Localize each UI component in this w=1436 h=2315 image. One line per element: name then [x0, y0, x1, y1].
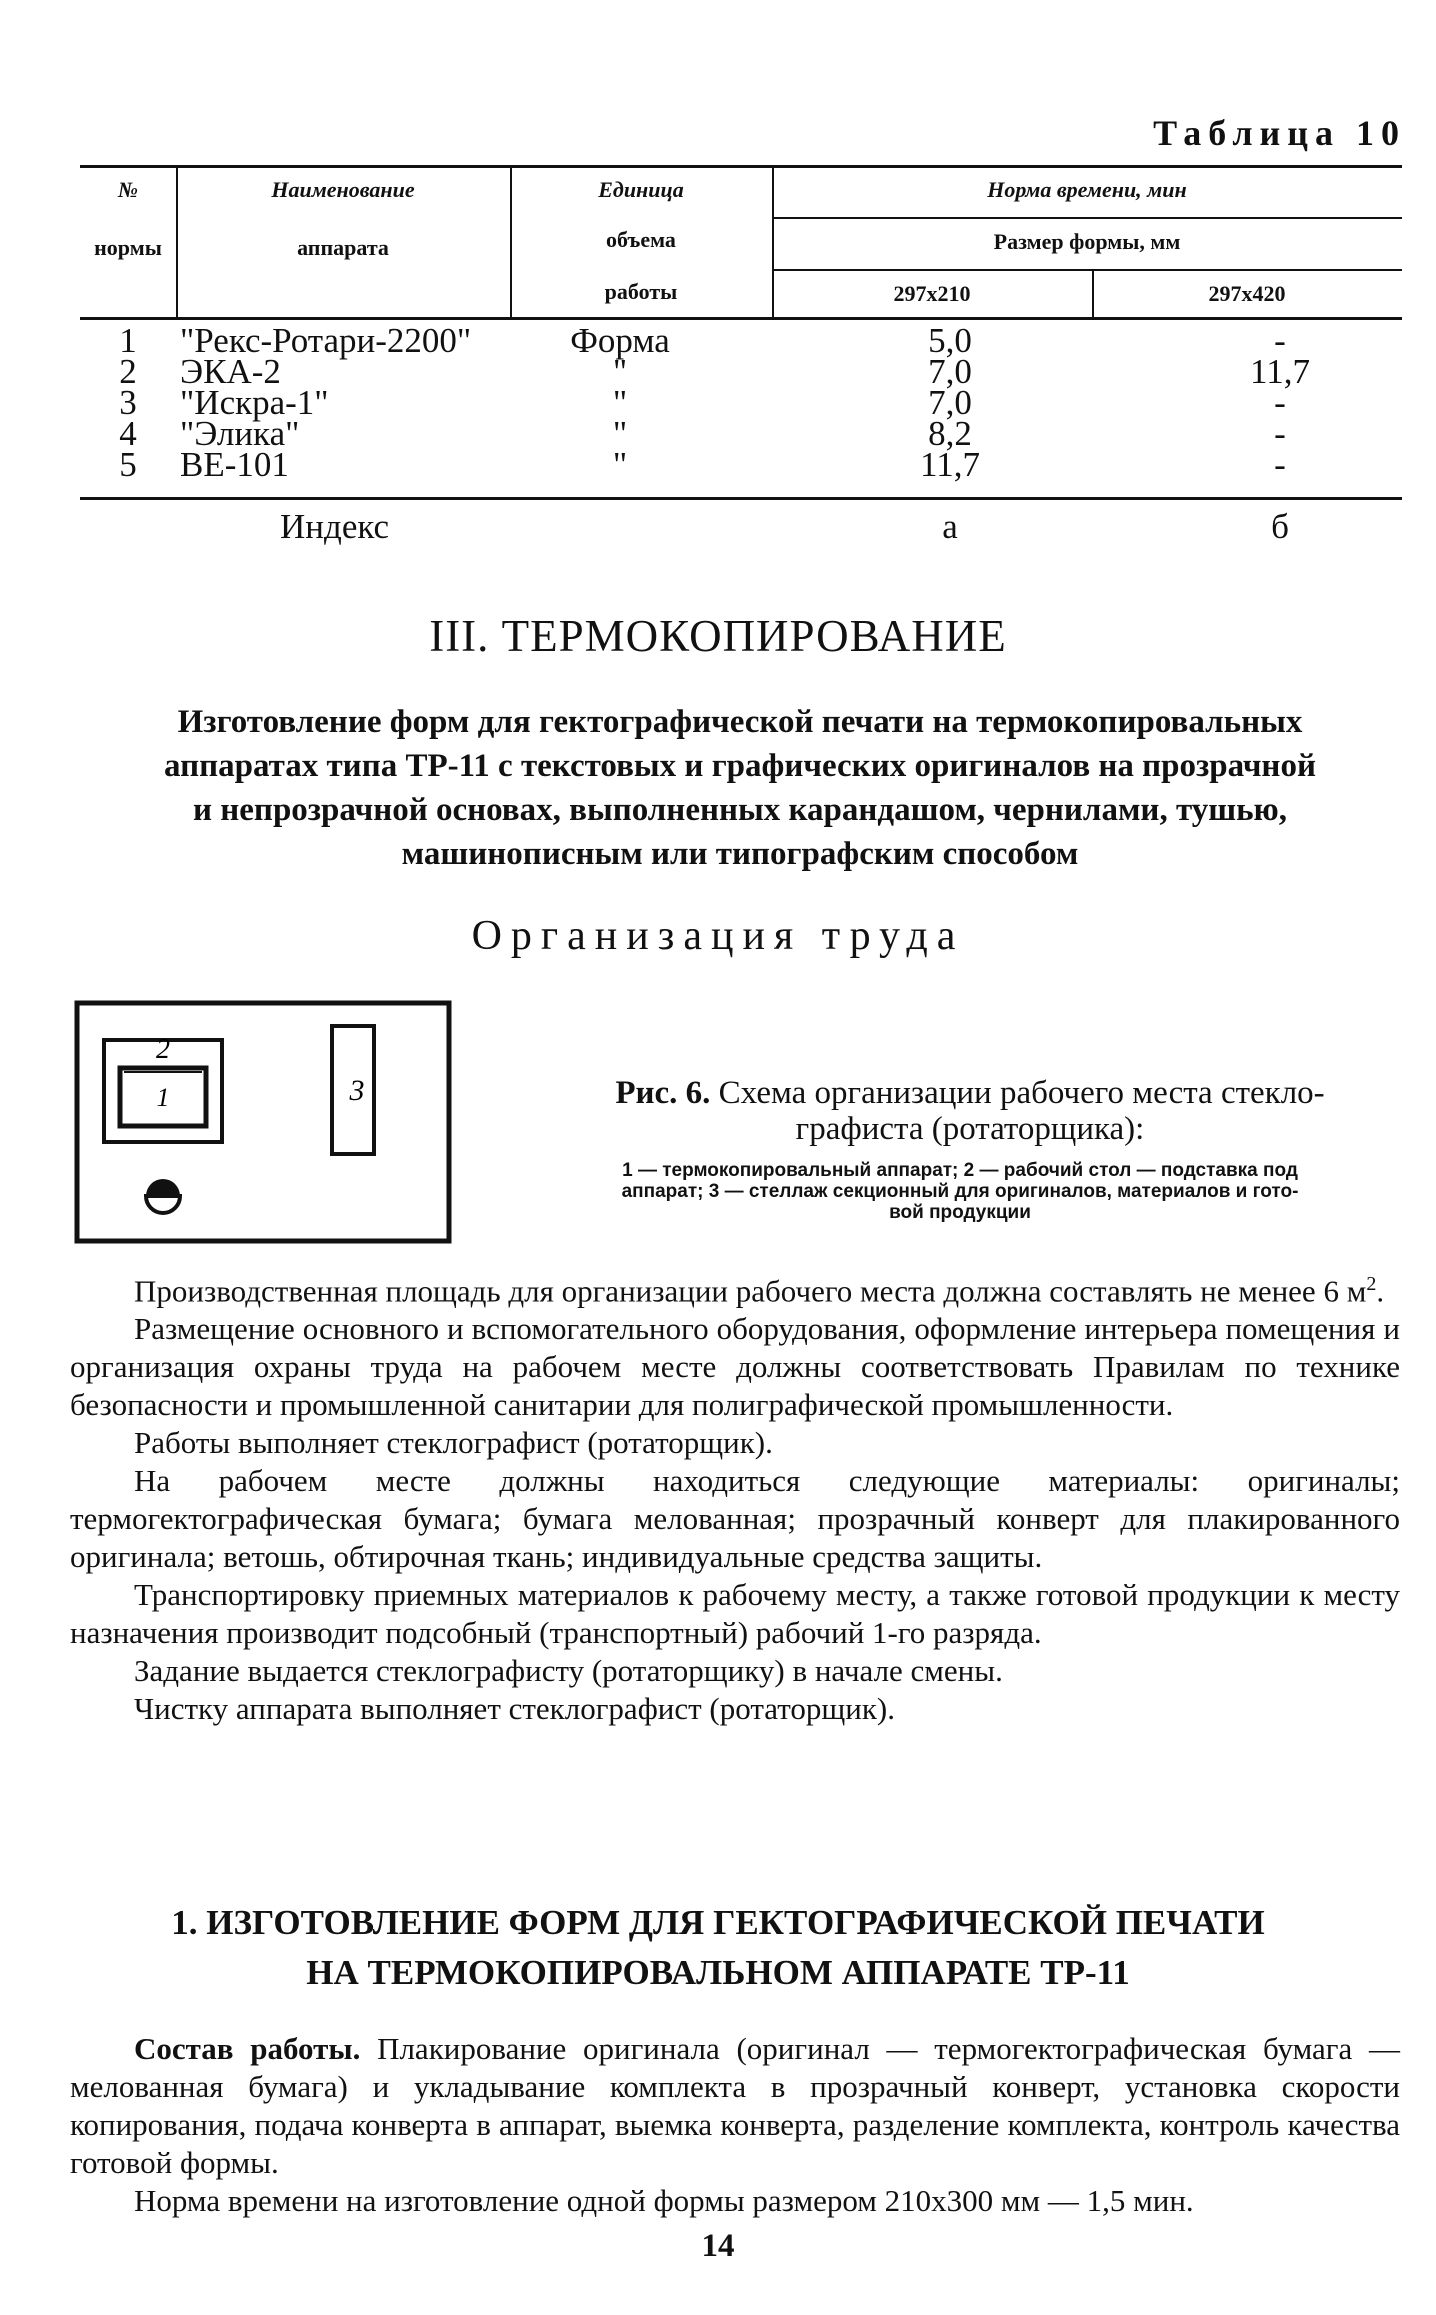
figure-legend-line: вой продукции	[889, 1202, 1031, 1223]
table-header-rule-2	[772, 269, 1402, 271]
figure-caption-line2: графиста (ротаторщика):	[795, 1111, 1145, 1147]
header-norm: Норма времени, мин	[987, 177, 1187, 202]
row-name: ВЕ-101	[180, 445, 289, 484]
header-name-top: Наименование	[271, 177, 415, 202]
paragraph	[70, 2030, 1400, 2182]
row-value-a: 7,0	[928, 352, 972, 391]
paragraph-text: Производственная площадь для организации рабочего места должна составлять не менее 6 м	[134, 1273, 1367, 1309]
paragraph: Чистку аппарата выполняет стеклографист (ротаторщик).	[134, 1691, 895, 1727]
operator-icon	[146, 1179, 180, 1213]
figure-caption	[540, 1075, 1400, 1147]
row-unit: "	[612, 414, 628, 453]
row-name: "Элика"	[180, 414, 300, 453]
paragraph-end: .	[1376, 1273, 1385, 1309]
row-value-a: 5,0	[928, 321, 972, 360]
section-title: III. ТЕРМОКОПИРОВАНИЕ	[429, 611, 1007, 661]
header-name-bottom: аппарата	[297, 235, 389, 260]
row-value-b: -	[1274, 445, 1286, 484]
header-num-top: №	[117, 177, 139, 202]
table-top-rule	[80, 165, 1402, 168]
page-number: 14	[701, 2228, 735, 2264]
header-size-a: 297x210	[893, 281, 971, 306]
row-num: 2	[119, 352, 137, 391]
paragraph-lead: Состав работы.	[134, 2031, 361, 2066]
header-unit-top: Единица	[598, 177, 684, 202]
scheme-label-3: 3	[349, 1074, 365, 1107]
index-b: б	[1271, 507, 1289, 546]
subtitle-line: и непрозрачной основах, выполненных карандашом, чернилами, тушью,	[193, 792, 1287, 828]
scheme-label-1: 1	[156, 1083, 170, 1112]
row-value-b: -	[1274, 321, 1286, 360]
table-caption: Таблица 10	[1153, 113, 1406, 153]
index-a: а	[942, 507, 958, 546]
row-name: ЭКА-2	[180, 352, 281, 391]
row-value-b: -	[1274, 414, 1286, 453]
paragraph-text: Плакирование оригинала (оригинал — термогектографическая бумага — мелованная бумага) и укладывание комплекта в прозрачный конверт, установка скорости копирования, подача конверта в аппарат, выемка конверта, разделение комплекта, контроль качества готовой формы.	[70, 2031, 1400, 2180]
paragraph: Норма времени на изготовление одной формы размером 210x300 мм — 1,5 мин.	[134, 2183, 1194, 2218]
table-header-rule-1	[772, 217, 1402, 219]
paragraph: На рабочем месте должны находиться следующие материалы: оригиналы; термогектографическая бумага; бумага мелованная; прозрачный конверт для плакированного оригинала; ветошь, обтирочная ткань; индивидуальные средства защиты.	[70, 1463, 1400, 1575]
row-num: 5	[119, 445, 137, 484]
section-subtitle	[80, 700, 1400, 876]
figure-legend-line: 1 — термокопировальный аппарат; 2 — рабочий стол — подставка под	[622, 1160, 1298, 1181]
figure-legend-line: аппарат; 3 — стеллаж секционный для оригиналов, материалов и гото-	[621, 1181, 1299, 1202]
table-body-bottom-rule	[80, 497, 1402, 500]
row-num: 4	[119, 414, 137, 453]
row-num: 3	[119, 383, 137, 422]
paragraph: Транспортировку приемных материалов к рабочему месту, а также готовой продукции к месту назначения производит подсобный (транспортный) рабочий 1-го разряда.	[70, 1577, 1400, 1651]
subtitle-line: аппаратах типа ТР-11 с текстовых и графических оригиналов на прозрачной	[164, 748, 1316, 784]
row-value-b: 11,7	[1250, 352, 1310, 391]
paragraph: Размещение основного и вспомогательного оборудования, оформление интерьера помещения и организация охраны труда на рабочем месте должны соответствовать Правилам по технике безопасности и промышленной санитарии для полиграфической промышленности.	[70, 1311, 1400, 1423]
row-num: 1	[119, 321, 137, 360]
subtitle-line: Изготовление форм для гектографической печати на термокопировальных	[177, 704, 1303, 740]
paragraph	[70, 1265, 1400, 1310]
header-size: Размер формы, мм	[993, 229, 1181, 254]
figure-caption-number: Рис. 6.	[615, 1075, 711, 1111]
figure-caption-line1: Схема организации рабочего места стекло-	[718, 1075, 1325, 1111]
row-value-a: 7,0	[928, 383, 972, 422]
header-unit-mid: объема	[606, 227, 676, 252]
org-title: Организация труда	[471, 913, 965, 959]
header-unit-bottom: работы	[604, 279, 678, 304]
subsection-title	[0, 1898, 1436, 1998]
index-label: Индекс	[280, 507, 390, 546]
subtitle-line: машинописным или типографским способом	[401, 836, 1079, 872]
subsection-title-line: НА ТЕРМОКОПИРОВАЛЬНОМ АППАРАТЕ ТР-11	[306, 1953, 1130, 1992]
row-unit: "	[612, 352, 628, 391]
workplace-scheme	[74, 1000, 452, 1244]
superscript: 2	[1366, 1273, 1377, 1295]
table-header-bottom-rule	[80, 317, 1402, 320]
row-unit: "	[612, 445, 628, 484]
row-name: "Рекс-Ротари-2200"	[180, 321, 472, 360]
scheme-label-2: 2	[156, 1034, 170, 1065]
paragraph: Задание выдается стеклографисту (ротаторщику) в начале смены.	[134, 1653, 1003, 1689]
header-num-bottom: нормы	[94, 235, 162, 260]
row-unit: "	[612, 383, 628, 422]
row-value-b: -	[1274, 383, 1286, 422]
row-value-a: 8,2	[928, 414, 972, 453]
paragraph: Работы выполняет стеклографист (ротаторщик).	[134, 1425, 773, 1461]
subsection-body	[70, 2030, 1400, 2220]
row-name: "Искра-1"	[180, 383, 329, 422]
figure-legend	[520, 1160, 1400, 1223]
header-size-b: 297x420	[1208, 281, 1286, 306]
body-text	[70, 1265, 1400, 1728]
row-unit: Форма	[570, 321, 670, 360]
subsection-title-line: 1. ИЗГОТОВЛЕНИЕ ФОРМ ДЛЯ ГЕКТОГРАФИЧЕСКОЙ ПЕЧАТИ	[171, 1903, 1265, 1942]
row-value-a: 11,7	[920, 445, 980, 484]
